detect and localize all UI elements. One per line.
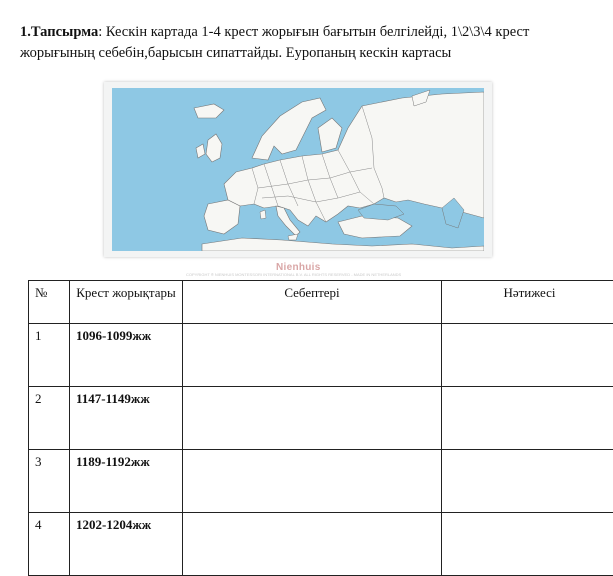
brand-watermark: Nienhuis [276, 262, 321, 273]
table-header-row [29, 281, 613, 324]
europe-outline-map [104, 82, 492, 257]
header-number: № [29, 281, 70, 324]
task-description: : Кескін картада 1-4 крест жорығын бағытын белгілейді, 1\2\3\4 крест жорығының себебін,барысын сипаттайды. Еуропаның кескін картасы [20, 24, 529, 61]
header-crusades: Крест жорықтары [70, 281, 183, 324]
row-number: 3 [29, 450, 70, 513]
task-text [20, 22, 600, 64]
row-period: 1189-1192жж [70, 450, 183, 513]
table-row [29, 324, 613, 387]
row-results-cell[interactable] [442, 324, 613, 387]
row-results-cell[interactable] [442, 387, 613, 450]
row-period: 1147-1149жж [70, 387, 183, 450]
table-row [29, 513, 613, 576]
header-results: Нәтижесі [442, 281, 613, 324]
header-causes: Себептері [183, 281, 442, 324]
table-row [29, 450, 613, 513]
crusades-table [28, 280, 613, 576]
row-number: 2 [29, 387, 70, 450]
row-causes-cell[interactable] [183, 387, 442, 450]
task-label: 1.Тапсырма [20, 24, 98, 40]
map-graphic [112, 88, 484, 251]
row-number: 1 [29, 324, 70, 387]
row-results-cell[interactable] [442, 450, 613, 513]
row-period: 1202-1204жж [70, 513, 183, 576]
row-period: 1096-1099жж [70, 324, 183, 387]
table-row [29, 387, 613, 450]
row-results-cell[interactable] [442, 513, 613, 576]
row-causes-cell[interactable] [183, 450, 442, 513]
copyright-watermark: COPYRIGHT ® NIENHUIS MONTESSORI INTERNATIONAL B.V. ALL RIGHTS RESERVED - MADE IN NETHERLANDS [186, 272, 401, 277]
row-causes-cell[interactable] [183, 324, 442, 387]
row-number: 4 [29, 513, 70, 576]
row-causes-cell[interactable] [183, 513, 442, 576]
